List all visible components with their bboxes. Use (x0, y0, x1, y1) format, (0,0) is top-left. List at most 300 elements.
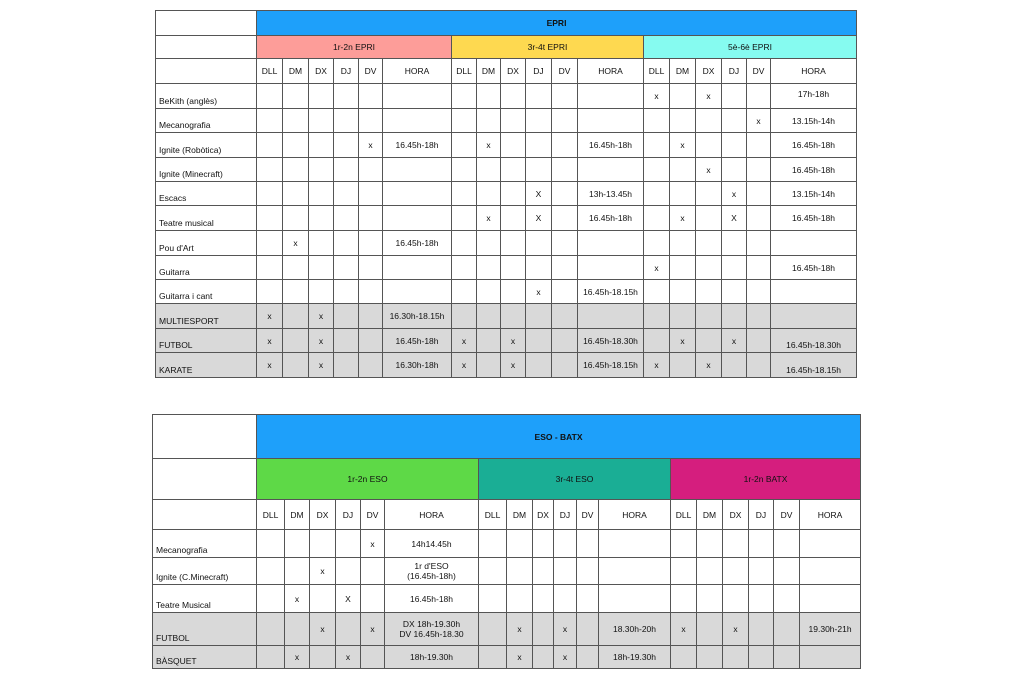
day-cell (533, 613, 554, 646)
time-cell: 16.45h-18h (383, 231, 452, 256)
day-cell (334, 206, 359, 231)
day-cell: x (507, 646, 533, 669)
day-cell: x (310, 558, 336, 585)
day-cell (526, 109, 552, 133)
day-cell: x (671, 613, 697, 646)
day-header-dll: DLL (479, 500, 507, 530)
time-cell: 18.30h-20h (599, 613, 671, 646)
time-cell: 16.45h-18h (771, 133, 857, 158)
day-cell: x (722, 329, 747, 353)
day-cell (359, 84, 383, 109)
day-cell (774, 585, 800, 613)
day-cell (533, 558, 554, 585)
corner-cell (153, 500, 257, 530)
day-cell: x (452, 353, 477, 378)
day-cell: x (644, 84, 670, 109)
time-cell (383, 84, 452, 109)
day-cell (283, 256, 309, 280)
day-cell (552, 231, 578, 256)
activity-name: Teatre Musical (153, 585, 257, 613)
time-cell: 14h14.45h (385, 530, 479, 558)
time-cell (578, 231, 644, 256)
day-cell (452, 84, 477, 109)
day-cell (696, 280, 722, 304)
day-cell: x (501, 353, 526, 378)
activity-row (156, 353, 857, 378)
group-header-1r-2n-batx: 1r-2n BATX (671, 459, 861, 500)
day-cell (552, 84, 578, 109)
day-cell (257, 585, 285, 613)
day-cell (696, 231, 722, 256)
day-cell (479, 530, 507, 558)
day-cell (722, 84, 747, 109)
corner-cell (153, 459, 257, 500)
time-cell: DX 18h-19.30h DV 16.45h-18.30 (385, 613, 479, 646)
day-header-hora: HORA (771, 59, 857, 84)
activity-row (156, 109, 857, 133)
day-cell: x (696, 84, 722, 109)
time-cell: 19.30h-21h (800, 613, 861, 646)
day-cell (334, 109, 359, 133)
day-cell (477, 84, 501, 109)
activity-name: Guitarra i cant (156, 280, 257, 304)
day-cell (452, 133, 477, 158)
day-cell (283, 84, 309, 109)
day-cell (697, 613, 723, 646)
day-header-dx: DX (501, 59, 526, 84)
day-cell (526, 158, 552, 182)
day-cell (696, 206, 722, 231)
activity-name: MULTIESPORT (156, 304, 257, 329)
day-cell (359, 256, 383, 280)
day-cell (334, 158, 359, 182)
activity-row (153, 530, 861, 558)
epri-schedule-table (155, 10, 857, 378)
day-cell: x (285, 585, 310, 613)
activity-row (156, 84, 857, 109)
day-cell (359, 206, 383, 231)
day-cell (696, 256, 722, 280)
day-cell (670, 280, 696, 304)
day-cell (309, 133, 334, 158)
day-cell (501, 256, 526, 280)
day-header-row (156, 59, 857, 84)
day-cell: x (283, 231, 309, 256)
day-cell (501, 280, 526, 304)
time-cell (771, 231, 857, 256)
day-cell: x (452, 329, 477, 353)
time-cell: 18h-19.30h (385, 646, 479, 669)
day-cell (336, 558, 361, 585)
day-cell: x (285, 646, 310, 669)
day-cell (526, 329, 552, 353)
activity-name: FUTBOL (156, 329, 257, 353)
day-cell (309, 256, 334, 280)
day-header-dv: DV (747, 59, 771, 84)
activity-name: Pou d'Art (156, 231, 257, 256)
day-cell (507, 558, 533, 585)
group-header-1r-2n-eso: 1r-2n ESO (257, 459, 479, 500)
day-cell (671, 585, 697, 613)
day-header-dx: DX (310, 500, 336, 530)
day-cell (257, 646, 285, 669)
day-cell: x (477, 206, 501, 231)
day-cell (479, 585, 507, 613)
corner-cell (156, 59, 257, 84)
time-cell: 18h-19.30h (599, 646, 671, 669)
day-cell (577, 613, 599, 646)
day-cell: x (554, 646, 577, 669)
day-cell (309, 280, 334, 304)
time-cell (578, 256, 644, 280)
day-cell (283, 133, 309, 158)
day-header-hora: HORA (385, 500, 479, 530)
day-cell (257, 84, 283, 109)
day-cell (552, 329, 578, 353)
day-cell (283, 329, 309, 353)
day-cell (722, 256, 747, 280)
day-cell (452, 158, 477, 182)
activity-name: Mecanografia (153, 530, 257, 558)
day-cell (334, 133, 359, 158)
day-cell (552, 256, 578, 280)
day-cell (554, 585, 577, 613)
day-cell (671, 558, 697, 585)
day-header-dv: DV (552, 59, 578, 84)
day-cell: x (723, 613, 749, 646)
activity-name: Guitarra (156, 256, 257, 280)
time-cell (383, 109, 452, 133)
day-cell: x (644, 353, 670, 378)
day-cell (257, 182, 283, 206)
time-cell: 16.45h-18h (771, 158, 857, 182)
day-cell (309, 182, 334, 206)
day-cell (477, 182, 501, 206)
day-cell (747, 158, 771, 182)
day-cell (452, 231, 477, 256)
day-cell (747, 133, 771, 158)
day-cell: x (257, 329, 283, 353)
day-cell (285, 558, 310, 585)
day-cell (670, 256, 696, 280)
day-cell: X (336, 585, 361, 613)
activity-row (156, 206, 857, 231)
day-header-hora: HORA (599, 500, 671, 530)
day-cell (257, 206, 283, 231)
day-cell (283, 182, 309, 206)
day-cell (670, 109, 696, 133)
day-cell (501, 206, 526, 231)
day-cell (501, 231, 526, 256)
day-cell (671, 530, 697, 558)
day-cell (257, 109, 283, 133)
day-cell (670, 158, 696, 182)
time-cell (800, 530, 861, 558)
time-cell: 13.15h-14h (771, 109, 857, 133)
day-cell: x (309, 329, 334, 353)
day-cell: x (747, 109, 771, 133)
day-cell (452, 182, 477, 206)
time-cell (578, 304, 644, 329)
day-cell (774, 530, 800, 558)
day-cell (452, 304, 477, 329)
day-cell (526, 84, 552, 109)
day-cell (747, 304, 771, 329)
day-cell (722, 158, 747, 182)
day-cell (359, 182, 383, 206)
day-cell (334, 280, 359, 304)
day-header-dll: DLL (257, 59, 283, 84)
day-cell (361, 585, 385, 613)
activity-row (156, 280, 857, 304)
day-cell (644, 329, 670, 353)
section-title: ESO - BATX (257, 415, 861, 459)
day-cell (452, 256, 477, 280)
day-cell (257, 613, 285, 646)
day-cell (696, 109, 722, 133)
day-header-dx: DX (533, 500, 554, 530)
day-cell: x (670, 329, 696, 353)
day-header-dll: DLL (644, 59, 670, 84)
day-cell (257, 558, 285, 585)
day-header-dj: DJ (334, 59, 359, 84)
corner-cell (153, 415, 257, 459)
day-cell: x (507, 613, 533, 646)
eso-batx-schedule-table (152, 414, 861, 669)
day-cell (554, 530, 577, 558)
title-row (156, 11, 857, 36)
day-cell: x (309, 353, 334, 378)
activity-name: Ignite (Minecraft) (156, 158, 257, 182)
time-cell: 16.45h-18h (578, 206, 644, 231)
day-cell (696, 182, 722, 206)
day-cell (477, 256, 501, 280)
day-cell (359, 280, 383, 304)
group-header-1r-2n-epri: 1r-2n EPRI (257, 36, 452, 59)
day-cell: x (526, 280, 552, 304)
day-cell (552, 280, 578, 304)
activity-name: Teatre musical (156, 206, 257, 231)
day-cell (577, 646, 599, 669)
day-cell (749, 613, 774, 646)
corner-cell (156, 11, 257, 36)
day-cell (334, 329, 359, 353)
day-cell (309, 206, 334, 231)
time-cell (599, 558, 671, 585)
activity-name: Ignite (Robòtica) (156, 133, 257, 158)
day-cell (723, 530, 749, 558)
day-cell (670, 304, 696, 329)
day-cell (334, 84, 359, 109)
day-cell (334, 256, 359, 280)
day-cell (501, 109, 526, 133)
day-cell (723, 558, 749, 585)
activity-row (156, 304, 857, 329)
day-cell: x (670, 206, 696, 231)
day-cell: x (477, 133, 501, 158)
day-header-dv: DV (361, 500, 385, 530)
day-cell (723, 646, 749, 669)
section-title: EPRI (257, 11, 857, 36)
day-cell (479, 613, 507, 646)
day-header-hora: HORA (578, 59, 644, 84)
day-cell (334, 231, 359, 256)
day-cell (257, 256, 283, 280)
day-cell (507, 530, 533, 558)
day-cell (644, 206, 670, 231)
day-cell (477, 231, 501, 256)
day-cell (310, 585, 336, 613)
day-cell (501, 84, 526, 109)
day-cell: x (257, 353, 283, 378)
day-cell: x (359, 133, 383, 158)
day-cell (533, 530, 554, 558)
day-cell (526, 304, 552, 329)
day-cell (501, 182, 526, 206)
activity-row (153, 585, 861, 613)
time-cell (599, 530, 671, 558)
day-cell (747, 280, 771, 304)
activity-row (156, 133, 857, 158)
day-cell (477, 280, 501, 304)
day-cell (577, 558, 599, 585)
day-cell (477, 329, 501, 353)
time-cell: 16.45h-18h (771, 256, 857, 280)
time-cell (771, 304, 857, 329)
day-cell (507, 585, 533, 613)
time-cell (383, 206, 452, 231)
day-cell (283, 304, 309, 329)
day-cell (747, 206, 771, 231)
day-header-dll: DLL (257, 500, 285, 530)
day-cell (477, 158, 501, 182)
activity-name: Escacs (156, 182, 257, 206)
day-header-dm: DM (697, 500, 723, 530)
day-cell (552, 353, 578, 378)
day-cell (722, 353, 747, 378)
day-header-dx: DX (309, 59, 334, 84)
day-cell (285, 613, 310, 646)
day-cell (722, 133, 747, 158)
day-header-dj: DJ (749, 500, 774, 530)
day-cell (696, 133, 722, 158)
day-header-dj: DJ (722, 59, 747, 84)
day-cell (283, 353, 309, 378)
activity-row (153, 646, 861, 669)
day-cell (257, 231, 283, 256)
time-cell: 16.45h-18h (578, 133, 644, 158)
day-header-dj: DJ (336, 500, 361, 530)
activity-row (156, 158, 857, 182)
day-header-dx: DX (696, 59, 722, 84)
day-cell (552, 304, 578, 329)
day-header-hora: HORA (800, 500, 861, 530)
day-header-dm: DM (670, 59, 696, 84)
day-cell: x (361, 530, 385, 558)
activity-row (156, 182, 857, 206)
group-row (153, 459, 861, 500)
time-cell: 16.45h-18.15h (578, 353, 644, 378)
day-cell (359, 231, 383, 256)
day-cell (479, 646, 507, 669)
day-cell (334, 182, 359, 206)
day-header-dm: DM (285, 500, 310, 530)
day-header-dv: DV (774, 500, 800, 530)
activity-row (153, 613, 861, 646)
day-cell (554, 558, 577, 585)
day-cell (697, 646, 723, 669)
time-cell: 13h-13.45h (578, 182, 644, 206)
day-cell (257, 133, 283, 158)
time-cell: 16.45h-18h (383, 329, 452, 353)
day-header-dv: DV (577, 500, 599, 530)
day-cell (359, 109, 383, 133)
day-cell (310, 530, 336, 558)
time-cell: 16.45h-18.30h (578, 329, 644, 353)
time-cell: 16.45h-18.30h (771, 329, 857, 353)
activity-name: BÀSQUET (153, 646, 257, 669)
day-header-dm: DM (477, 59, 501, 84)
day-cell (552, 109, 578, 133)
day-cell (452, 109, 477, 133)
day-cell (309, 158, 334, 182)
time-cell (800, 585, 861, 613)
time-cell: 16.45h-18.15h (578, 280, 644, 304)
day-cell (644, 133, 670, 158)
day-cell (526, 231, 552, 256)
day-cell (479, 558, 507, 585)
day-cell (749, 646, 774, 669)
day-header-dm: DM (507, 500, 533, 530)
day-cell: x (554, 613, 577, 646)
time-cell (599, 585, 671, 613)
day-cell (309, 84, 334, 109)
day-cell (644, 231, 670, 256)
day-cell (670, 84, 696, 109)
day-cell (257, 158, 283, 182)
day-cell (747, 256, 771, 280)
day-cell: x (696, 158, 722, 182)
day-cell: x (501, 329, 526, 353)
day-cell (309, 109, 334, 133)
day-header-dj: DJ (554, 500, 577, 530)
day-cell (283, 109, 309, 133)
time-cell: 16.45h-18h (385, 585, 479, 613)
time-cell: 16.45h-18h (771, 206, 857, 231)
activity-row (156, 231, 857, 256)
day-header-dj: DJ (526, 59, 552, 84)
day-cell (501, 133, 526, 158)
corner-cell (156, 36, 257, 59)
day-cell (477, 109, 501, 133)
activity-name: KARATE (156, 353, 257, 378)
day-cell (533, 585, 554, 613)
time-cell: 16.30h-18.15h (383, 304, 452, 329)
group-header-5e-6e-epri: 5è-6è EPRI (644, 36, 857, 59)
activity-name: Mecanografia (156, 109, 257, 133)
day-cell (670, 231, 696, 256)
day-cell (644, 109, 670, 133)
time-cell (383, 158, 452, 182)
day-cell: x (644, 256, 670, 280)
day-cell (285, 530, 310, 558)
day-cell (577, 530, 599, 558)
day-cell (310, 646, 336, 669)
day-cell (644, 182, 670, 206)
day-cell (477, 353, 501, 378)
day-cell: X (526, 206, 552, 231)
day-cell: X (722, 206, 747, 231)
